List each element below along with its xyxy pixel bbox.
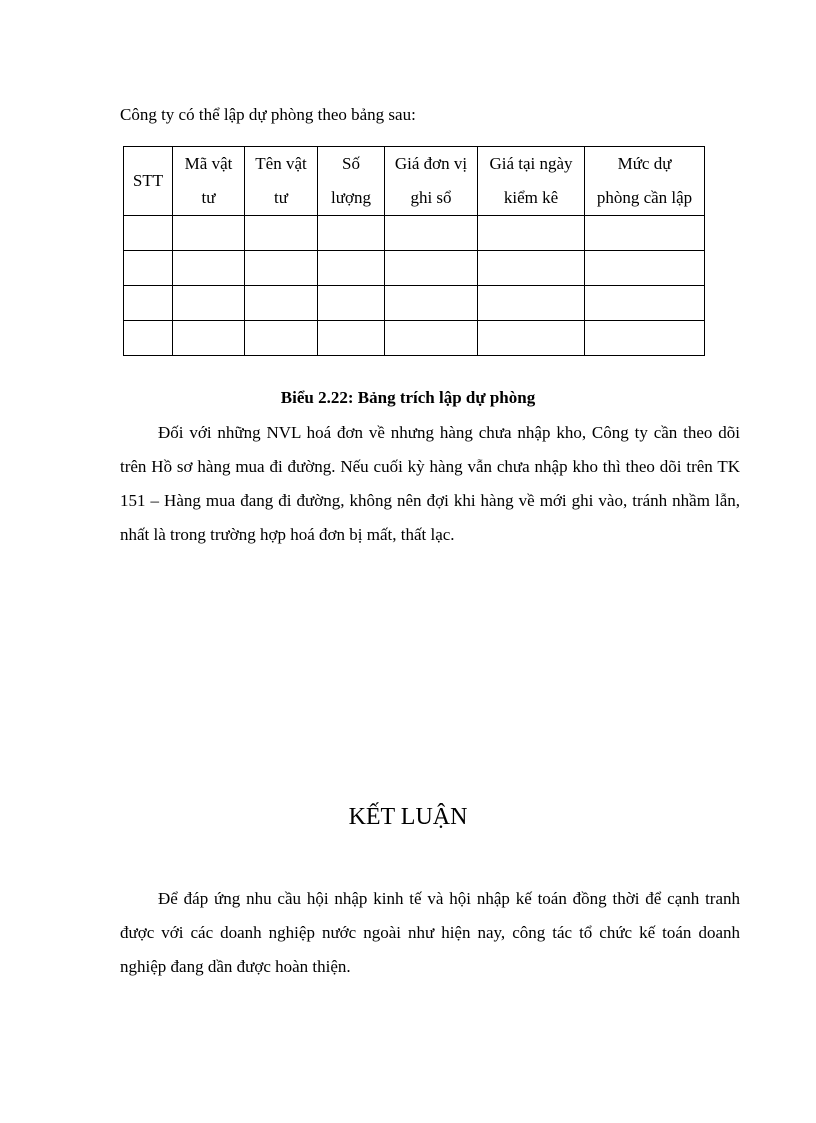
conclusion-heading: KẾT LUẬN [348, 804, 468, 830]
table-cell [124, 321, 173, 356]
table-cell [245, 251, 318, 286]
table-row [124, 251, 705, 286]
table-cell [318, 251, 385, 286]
table-cell [385, 286, 478, 321]
table-cell [124, 286, 173, 321]
table-cell [478, 251, 585, 286]
table-row [124, 216, 705, 251]
table-cell [585, 321, 705, 356]
table-cell [318, 286, 385, 321]
table-cell [478, 321, 585, 356]
table-cell [245, 286, 318, 321]
header-muc-du-phong-can-lap: Mức dự phòng cần lập [585, 147, 705, 216]
table-row [124, 286, 705, 321]
conclusion-paragraph: Để đáp ứng nhu cầu hội nhập kinh tế và hội nhập kế toán đồng thời để cạnh tranh được với các doanh nghiệp nước ngoài như hiện nay, công tác tổ chức kế toán doanh nghiệp đang dần được hoàn thiện. [120, 889, 740, 976]
intro-text: Công ty có thể lập dự phòng theo bảng sau: [120, 105, 416, 124]
header-so-luong: Số lượng [318, 147, 385, 216]
table-cell [585, 216, 705, 251]
table-cell [124, 216, 173, 251]
table-cell [173, 251, 245, 286]
header-gia-don-vi-ghi-so: Giá đơn vị ghi sổ [385, 147, 478, 216]
table-cell [245, 321, 318, 356]
table-cell [585, 251, 705, 286]
table-cell [585, 286, 705, 321]
table-cell [173, 321, 245, 356]
table-cell [173, 286, 245, 321]
table-cell [245, 216, 318, 251]
table-cell [318, 216, 385, 251]
provision-table [123, 146, 705, 356]
table-cell [318, 321, 385, 356]
table-header-row [124, 147, 705, 216]
table-cell [478, 216, 585, 251]
header-ten-vat-tu: Tên vật tư [245, 147, 318, 216]
table-cell [385, 216, 478, 251]
table-cell [173, 216, 245, 251]
table-cell [478, 286, 585, 321]
header-gia-tai-ngay-kiem-ke: Giá tại ngày kiểm kê [478, 147, 585, 216]
table-cell [385, 321, 478, 356]
table-cell [124, 251, 173, 286]
table-cell [385, 251, 478, 286]
body-paragraph: Đối với những NVL hoá đơn về nhưng hàng chưa nhập kho, Công ty cần theo dõi trên Hồ sơ hàng mua đi đường. Nếu cuối kỳ hàng vẫn chưa nhập kho thì theo dõi trên TK 151 – Hàng mua đang đi đường, không nên đợi khi hàng về mới ghi vào, tránh nhầm lẫn, nhất là trong trường hợp hoá đơn bị mất, thất lạc. [120, 423, 740, 544]
table-caption: Biểu 2.22: Bảng trích lập dự phòng [280, 388, 536, 407]
table-row [124, 321, 705, 356]
header-stt: STT [124, 147, 173, 216]
header-ma-vat-tu: Mã vật tư [173, 147, 245, 216]
